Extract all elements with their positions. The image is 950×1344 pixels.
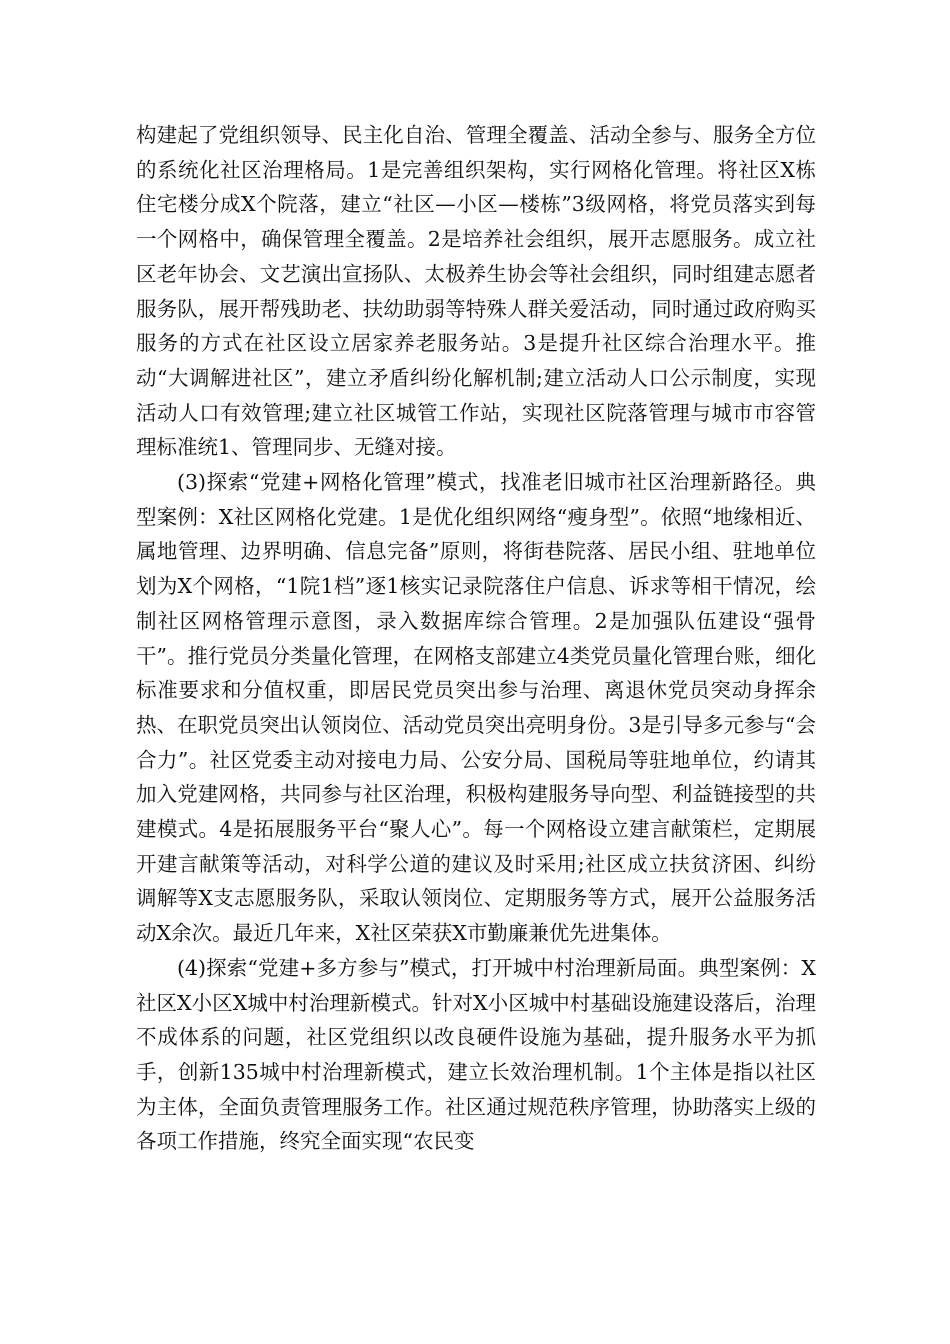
paragraph-multi-party-participation-model: (4)探索“党建+多方参与”模式，打开城中村治理新局面。典型案例：X社区X小区X城中村治理新模式。针对X小区城中村基础设施建设落后，治理不成体系的问题，社区党组织以改良硬件设施为基础，提升服务水平为抓手，创新135城中村治理新模式，建立长效治理机制。1个主体是指以社区为主体，全面负责管理服务工作。社区通过规范秩序管理，协助落实上级的各项工作措施，终究全面实现“农民变 xyxy=(136,955,816,1154)
document-page xyxy=(136,118,816,1159)
paragraph-community-governance-structure: 构建起了党组织领导、民主化自治、管理全覆盖、活动全参与、服务全方位的系统化社区治理格局。1是完善组织架构，实行网格化管理。将社区X栋住宅楼分成X个院落，建立“社区—小区—楼栋”3级网格，将党员落实到每一个网格中，确保管理全覆盖。2是培养社会组织，展开志愿服务。成立社区老年协会、文艺演出宣扬队、太极养生协会等社会组织，同时组建志愿者服务队，展开帮残助老、扶幼助弱等特殊人群关爱活动，同时通过政府购买服务的方式在社区设立居家养老服务站。3是提升社区综合治理水平。推动“大调解进社区”，建立矛盾纠纷化解机制;建立活动人口公示制度，实现活动人口有效管理;建立社区城管工作站，实现社区院落管理与城市市容管理标准统1、管理同步、无缝对接。 xyxy=(136,123,816,460)
paragraph-grid-management-model: (3)探索“党建+网格化管理”模式，找准老旧城市社区治理新路径。典型案例：X社区网格化党建。1是优化组织网络“瘦身型”。依照“地缘相近、属地管理、边界明确、信息完备”原则，将街巷院落、居民小组、驻地单位划为X个网格，“1院1档”逐1核实记录院落住户信息、诉求等相干情况，绘制社区网格管理示意图，录入数据库综合管理。2是加强队伍建设“强骨干”。推行党员分类量化管理，在网格支部建立4类党员量化管理台账，细化标准要求和分值权重，即居民党员突出参与治理、离退休党员突动身挥余热、在职党员突出认领岗位、活动党员突出亮明身份。3是引导多元参与“会合力”。社区党委主动对接电力局、公安分局、国税局等驻地单位，约请其加入党建网格，共同参与社区治理，积极构建服务导向型、利益链接型的共建模式。4是拓展服务平台“聚人心”。每一个网格设立建言献策栏，定期展开建言献策等活动，对科学公道的建议及时采用;社区成立扶贫济困、纠纷调解等X支志愿服务队，采取认领岗位、定期服务等方式，展开公益服务活动X余次。最近几年来，X社区荣获X市勤廉兼优先进集体。 xyxy=(136,470,816,946)
